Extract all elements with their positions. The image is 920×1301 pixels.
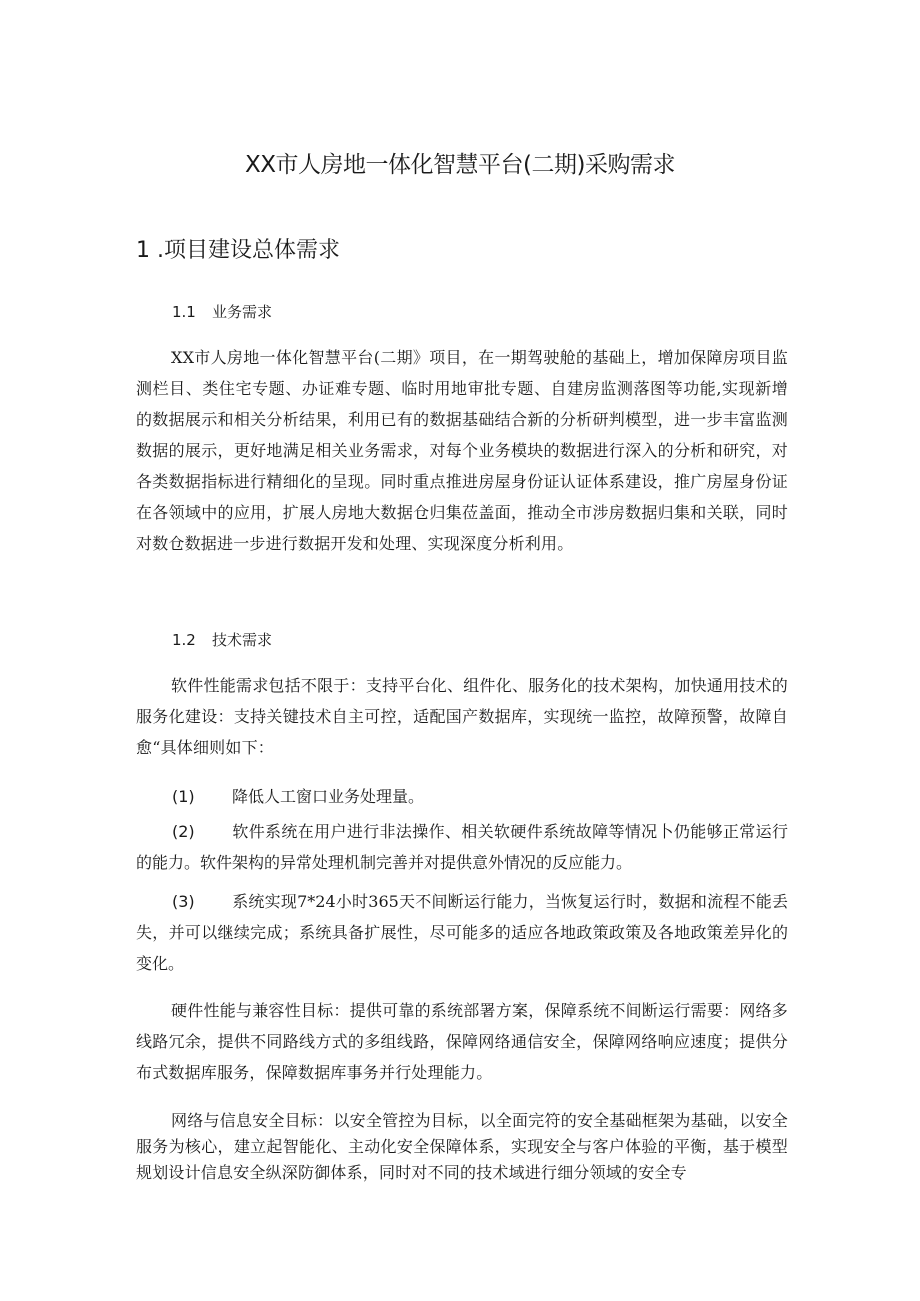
- list-item-text: 降低人工窗口业务处理量。: [232, 787, 425, 806]
- business-requirements-paragraph: XX市人房地一体化智慧平台(二期》项目，在一期驾驶舱的基础上，增加保障房项目监测栏目、类住宅专题、办证难专题、临时用地审批专题、自建房监测落图等功能,实现新增的数据展示和相关分析结果，利用已有的数据基础结合新的分析研判模型，进一步丰富监测数据的展示，更好地满足相关业务需求，对每个业务模块的数据进行深入的分析和研究，对各类数据指标进行精细化的呈现。同时重点推进房屋身份证认证体系建设，推广房屋身份证在各领域中的应用，扩展人房地大数据仓归集莅盖面，推动全市涉房数据归集和关联，同时对数仓数据进一步进行数据开发和处理、实现深度分析利用。: [136, 348, 788, 553]
- list-item-text: 软件系统在用户进行非法操作、相关软硬件系统故障等情况卜仍能够正常运行的能力。软件架构的异常处理机制完善并对提供意外情况的反应能力。: [136, 822, 788, 872]
- list-item-marker: (2): [172, 822, 195, 841]
- list-item-marker: (1): [172, 787, 195, 806]
- hardware-performance-paragraph: 硬件性能与兼容性目标：提供可靠的系统部署方案，保障系统不间断运行需要：网络多线路冗余，提供不同路线方式的多组线路，保障网络通信安全，保障网络响应速度；提供分布式数据库服务，保障数据库事务并行处理能力。: [136, 1001, 788, 1082]
- network-security-paragraph: 网络与信息安全目标：以安全管控为目标，以全面完符的安全基础框架为基础，以安全服务为核心，建立起智能化、主动化安全保障体系，实现安全与客户体验的平衡，基于模型规划设计信息安全纵深防御体系，同时对不同的技术域进行细分领域的安全专: [136, 1111, 788, 1182]
- section-1-2-heading: [172, 629, 272, 650]
- section-1-1-number: 1.1: [172, 303, 196, 321]
- document-title: XX市人房地一体化智慧平台(二期)采购需求: [245, 152, 675, 178]
- section-1-2-number: 1.2: [172, 631, 196, 649]
- section-1-heading: 1 .项目建设总体需求: [136, 238, 340, 263]
- list-item-marker: (3): [172, 892, 195, 911]
- section-1-2-title: 技术需求: [212, 631, 273, 649]
- list-item-text: 系统实现7*24小时365天不间断运行能力，当恢复运行时，数据和流程不能丢失，并可以继续完成；系统具备扩展性，尽可能多的适应各地政策政策及各地政策差异化的变化。: [136, 892, 788, 973]
- section-1-1-title: 业务需求: [212, 303, 273, 321]
- section-1-1-heading: [172, 301, 272, 322]
- list-item: [136, 816, 788, 878]
- list-item: [136, 781, 788, 812]
- list-item: [136, 886, 788, 979]
- software-performance-paragraph: 软件性能需求包括不限于：支持平台化、组件化、服务化的技术架构，加快通用技术的服务化建设：支持关键技术自主可控，适配国产数据库，实现统一监控，故障预警，故障自愈“具体细则如下：: [136, 676, 788, 757]
